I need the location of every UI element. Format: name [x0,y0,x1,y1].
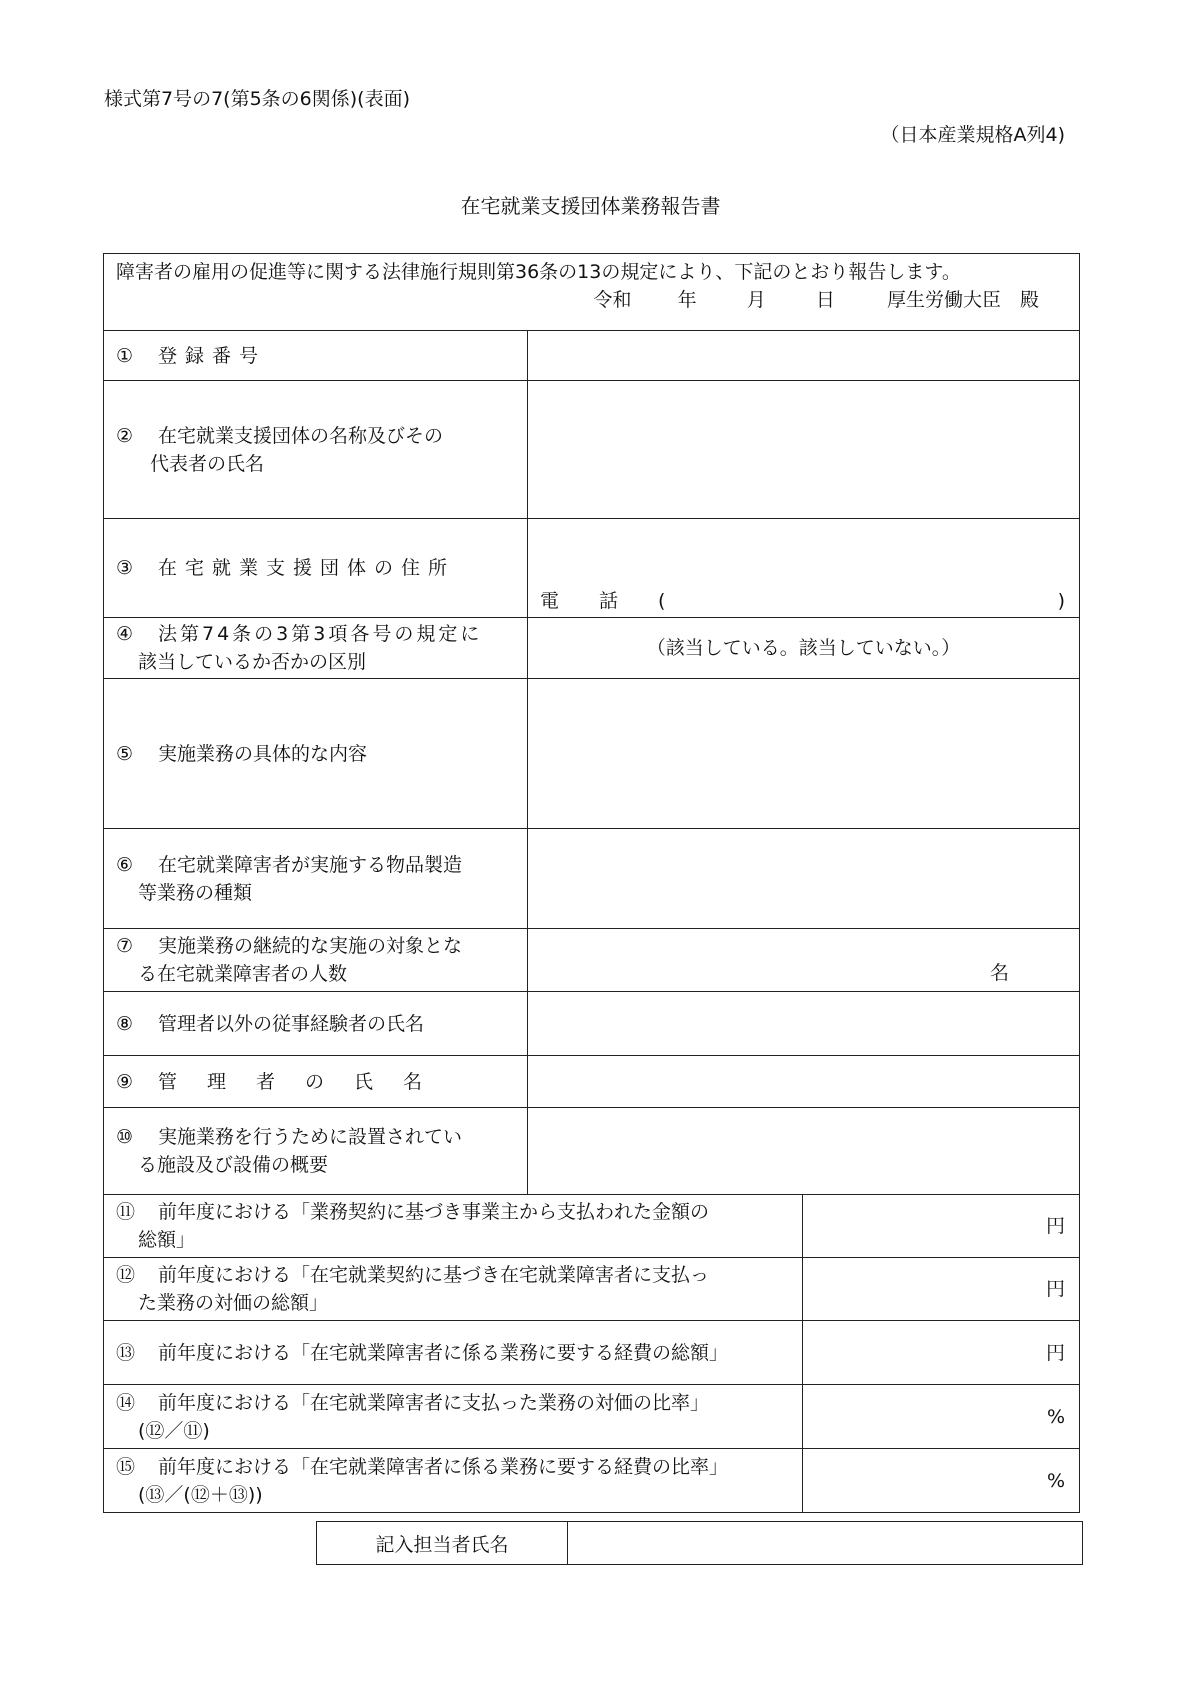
unit-percent: % [1046,1405,1065,1428]
signature-table [316,1521,1083,1565]
row-number: ⑭ [116,1391,136,1414]
form-number: 様式第7号の7(第5条の6関係)(表面) [104,88,411,110]
row-label: 前年度における「在宅就業障害者に係る業務に要する経費の総額」 [158,1341,729,1364]
intro-row [104,254,1080,331]
total-paid-field[interactable] [803,1258,1080,1321]
row-number-of-workers [104,929,1080,992]
row-label-line2: 該当しているか否かの区別 [138,651,367,673]
row-number: ④ [116,623,134,645]
row-number: ⑦ [116,935,134,957]
unit-yen: 円 [1045,1215,1065,1237]
row-label-line2: (⑫／⑪) [138,1419,210,1442]
unit-persons: 名 [989,962,1009,984]
row-label-line2: る施設及び設備の概要 [138,1154,329,1176]
organization-name-field[interactable] [528,381,1080,519]
date-month: 月 [746,289,766,311]
facilities-field[interactable] [528,1108,1080,1195]
row-total-received [104,1195,1080,1258]
row-label: 管理者以外の従事経験者の氏名 [158,1012,425,1035]
number-of-workers-field[interactable] [528,929,1080,992]
report-form [103,253,1079,1513]
expense-ratio-field[interactable] [803,1449,1080,1513]
row-organization-address [104,519,1080,618]
row-label-line2: (⑬／(⑫＋⑬)) [138,1483,263,1506]
applicability-field[interactable]: （該当している。該当していない。） [528,618,1080,679]
row-number: ⑨ [116,1070,134,1093]
row-organization-name [104,381,1080,519]
manager-name-field[interactable] [528,1056,1080,1108]
date-era: 令和 [593,289,632,311]
unit-percent: % [1046,1469,1065,1492]
row-number: ① [116,344,134,367]
unit-yen: 円 [1045,1278,1065,1300]
phone-close-paren: ) [1057,590,1065,612]
row-number: ⑧ [116,1012,134,1035]
row-product-type [104,829,1080,929]
row-facilities [104,1108,1080,1195]
intro-statement: 障害者の雇用の促進等に関する法律施行規則第36条の13の規定により、下記のとおり報告します。 [116,261,961,283]
date-day: 日 [815,289,835,311]
row-number: ⑤ [116,742,134,765]
row-label-line1: 在宅就業支援団体の名称及びその [158,424,444,447]
paper-size-note: （日本産業規格A列4) [880,124,1065,146]
row-label-line2: 等業務の種類 [138,881,253,904]
row-label-line1: 前年度における「在宅就業障害者に係る業務に要する経費の比率」 [158,1455,729,1478]
row-number: ⑩ [116,1126,134,1148]
row-number: ⑬ [116,1341,136,1364]
report-table [103,253,1080,1513]
row-label: 在宅就業支援団体の住所 [158,557,456,579]
row-label-line1: 前年度における「在宅就業契約に基づき在宅就業障害者に支払っ [158,1264,710,1286]
row-experienced-staff [104,992,1080,1056]
product-type-field[interactable] [528,829,1080,929]
date-year: 年 [677,289,697,311]
row-label-line1: 実施業務を行うために設置されてい [158,1126,463,1148]
row-label: 登録番号 [158,344,267,367]
row-applicability [104,618,1080,679]
signature-label: 記入担当者氏名 [317,1522,568,1565]
row-label-line1: 前年度における「業務契約に基づき事業主から支払われた金額の [158,1201,710,1223]
registration-number-field[interactable] [528,331,1080,381]
row-registration-number [104,331,1080,381]
row-label: 管理者の氏名 [158,1070,453,1093]
unit-yen: 円 [1045,1341,1065,1364]
row-label-line1: 法第74条の3第3項各号の規定に [158,623,483,645]
intro-date-line [116,286,1069,314]
row-label-line2: 代表者の氏名 [150,452,265,475]
row-label-line2: る在宅就業障害者の人数 [138,963,348,985]
row-business-content [104,679,1080,829]
phone-label: 電話 [540,590,659,612]
row-label-line1: 在宅就業障害者が実施する物品製造 [158,853,463,876]
row-payment-ratio [104,1385,1080,1449]
row-number: ③ [116,557,134,579]
addressee: 厚生労働大臣 殿 [886,289,1039,311]
document-title: 在宅就業支援団体業務報告書 [460,194,721,218]
phone-line [540,587,1065,615]
row-label-line1: 実施業務の継続的な実施の対象とな [158,935,463,957]
signature-row [317,1522,1083,1565]
row-label-line2: た業務の対価の総額」 [138,1292,329,1314]
business-content-field[interactable] [528,679,1080,829]
row-label: 実施業務の具体的な内容 [158,742,368,765]
payment-ratio-field[interactable] [803,1385,1080,1449]
phone-open-paren: ( [658,590,666,612]
experienced-staff-field[interactable] [528,992,1080,1056]
row-number: ② [116,424,134,447]
row-total-expenses [104,1321,1080,1385]
row-number: ⑥ [116,853,134,876]
row-number: ⑫ [116,1264,136,1286]
row-expense-ratio [104,1449,1080,1513]
row-label-line1: 前年度における「在宅就業障害者に支払った業務の対価の比率」 [158,1391,710,1414]
organization-address-field[interactable] [528,519,1080,618]
row-total-paid [104,1258,1080,1321]
row-label-line2: 総額」 [138,1229,196,1251]
row-number: ⑮ [116,1455,136,1478]
row-number: ⑪ [116,1201,136,1223]
total-received-field[interactable] [803,1195,1080,1258]
row-manager-name [104,1056,1080,1108]
signature-field[interactable] [568,1522,1083,1565]
total-expenses-field[interactable] [803,1321,1080,1385]
